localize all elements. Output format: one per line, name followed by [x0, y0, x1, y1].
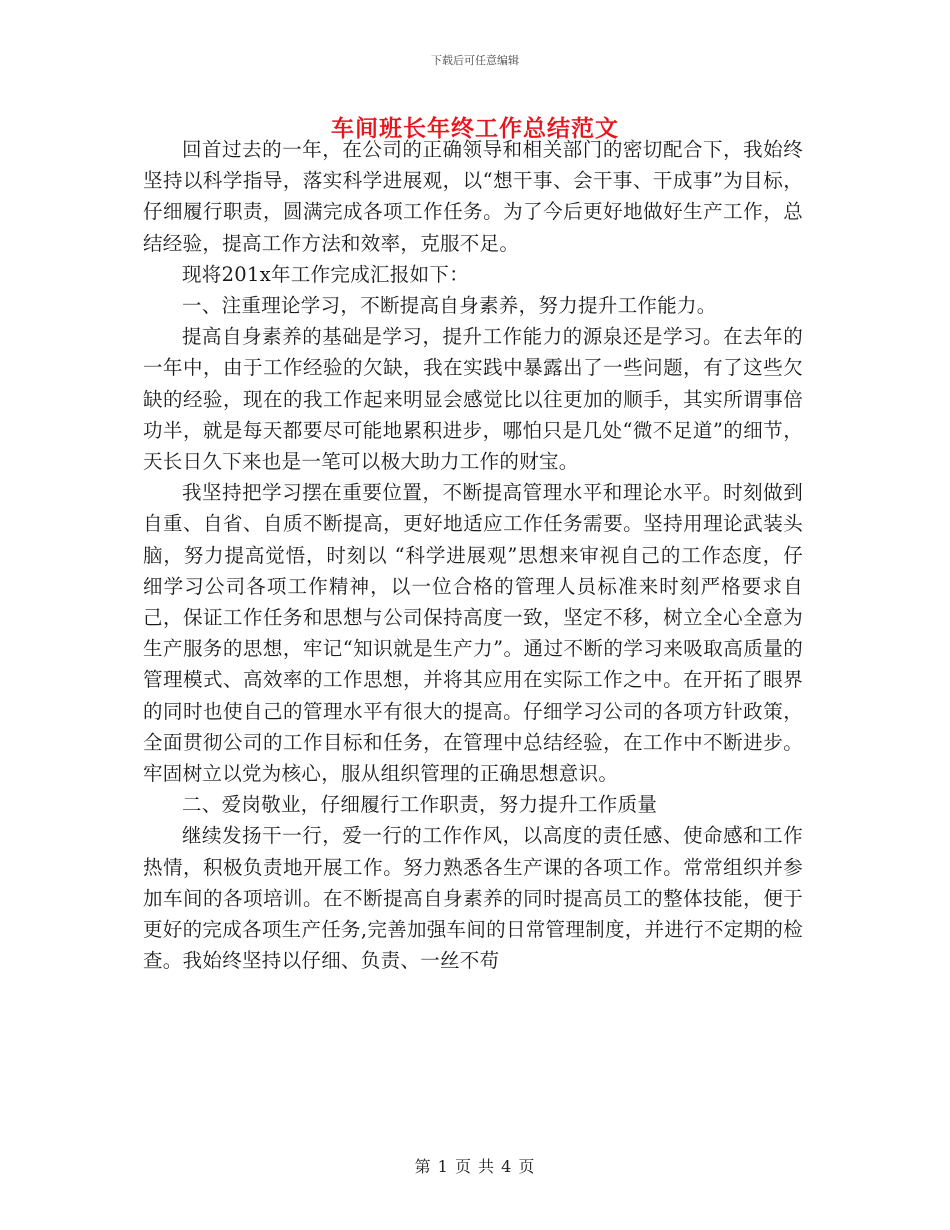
paragraph-learning: 提高自身素养的基础是学习，提升工作能力的源泉还是学习。在去年的一年中，由于工作经验的欠缺，我在实践中暴露出了一些问题，有了这些欠缺的经验，现在的我工作起来明显会感觉比以往更加的顺手，其实所谓事倍功半，就是每天都要尽可能地累积进步，哪怕只是几处“微不足道”的细节，天长日久下来也是一笔可以极大助力工作的财宝。: [143, 325, 803, 474]
paragraph-dedication: 继续发扬干一行，爱一行的工作作风，以高度的责任感、使命感和工作热情，积极负责地开展工作。努力熟悉各生产课的各项工作。常常组织并参加车间的各项培训。在不断提高自身素养的同时提高员工的整体技能，便于更好的完成各项生产任务,完善加强车间的日常管理制度，并进行不定期的检查。我始终坚持以仔细、负责、一丝不苟: [143, 824, 803, 973]
section-heading-2: 二、爱岗敬业，仔细履行工作职责，努力提升工作质量: [182, 793, 658, 817]
document-body: [143, 134, 803, 976]
page-header-note: 下载后可任意编辑: [431, 54, 519, 67]
paragraph-intro: 回首过去的一年，在公司的正确领导和相关部门的密切配合下，我始终坚持以科学指导，落实科学进展观，以“想干事、会干事、干成事”为目标，仔细履行职责，圆满完成各项工作任务。为了今后更好地做好生产工作，总结经验，提高工作方法和效率，克服不足。: [143, 138, 803, 255]
section-heading-1: 一、注重理论学习，不断提高自身素养，努力提升工作能力。: [182, 294, 717, 318]
document-title: 车间班长年终工作总结范文: [331, 115, 619, 142]
page-number: 第 1 页 共 4 页: [414, 1157, 536, 1176]
paragraph-study-priority: 我坚持把学习摆在重要位置，不断提高管理水平和理论水平。时刻做到自重、自省、自质不断提高，更好地适应工作任务需要。坚持用理论武装头脑，努力提高觉悟，时刻以 “科学进展观”思想来审视自己的工作态度，仔细学习公司各项工作精神，以一位合格的管理人员标准来时刻严格要求自己，保证工作任务和思想与公司保持高度一致，坚定不移，树立全心全意为生产服务的思想，牢记“知识就是生产力”。通过不断的学习来吸取高质量的管理模式、高效率的工作思想，并将其应用在实际工作之中。在开拓了眼界的同时也使自己的管理水平有很大的提高。仔细学习公司的各项方针政策，全面贯彻公司的工作目标和任务，在管理中总结经验，在工作中不断进步。牢固树立以党为核心，服从组织管理的正确思想意识。: [143, 481, 803, 786]
paragraph-report-lead: 现将201x年工作完成汇报如下：: [182, 262, 470, 286]
